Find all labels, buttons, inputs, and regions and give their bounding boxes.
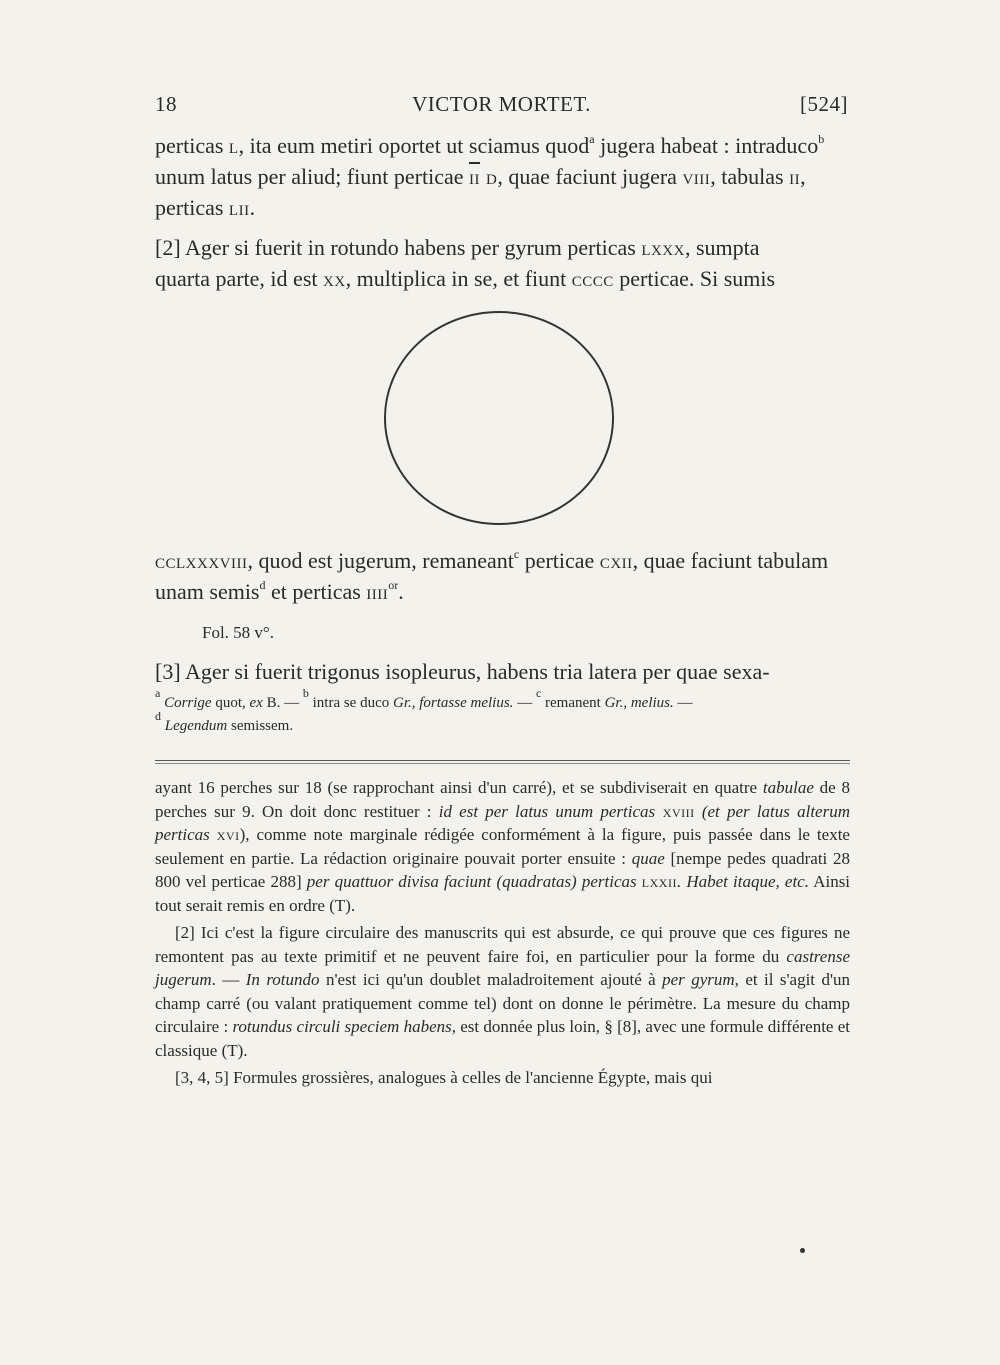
text-run: ensuite : (567, 848, 632, 868)
text-line (155, 263, 850, 294)
circle-outline (385, 312, 613, 524)
text-run: puis passée dans le texte seulement en partie. La rédaction originaire pouvait porter (155, 825, 850, 868)
text-run: semissem. (227, 718, 294, 734)
text-run: castrense jugerum (155, 946, 850, 989)
text-run: ayant 16 perches sur 18 (se rapprochant ainsi d'un carré), et se subdiviserait en quatre (155, 778, 758, 797)
roman-numeral: $\overline{ii}$ (469, 164, 481, 189)
text-run: , quod est jugerum, remaneant (247, 548, 514, 573)
text-run: Corrige (164, 695, 212, 711)
text-run: quot, (211, 695, 250, 711)
roman-numeral: xx (323, 266, 346, 291)
text-run: unum latus per aliud; fiunt perticae (155, 164, 470, 189)
running-title: VICTOR MORTET. (412, 92, 591, 116)
text-line (155, 576, 850, 607)
text-run: , et il s'agit d'un champ carré (ou valant pratiquement comme tel) (155, 970, 851, 1013)
latin-paragraph-3 (155, 545, 850, 607)
text-run: intra se duco (308, 695, 393, 711)
footnotes (155, 686, 850, 738)
text-run: , sumpta (684, 235, 760, 260)
roman-numeral: iiii (366, 579, 389, 604)
text-run: perticae (519, 548, 600, 573)
text-run: ces figures ne remontent pas au texte primitif et ne peuvent faire foi, en particulier (155, 923, 850, 966)
text-run: id est per latus unum perticas (438, 801, 656, 821)
ink-speck (800, 1248, 805, 1253)
text-run: , quae faciunt jugera (497, 164, 683, 189)
roman-numeral: d (480, 164, 498, 189)
text-run: . Habet itaque, etc. (676, 872, 809, 891)
text-run: , tabulas (710, 164, 790, 189)
text-run: quae (631, 848, 665, 868)
text-run: (et per latus alterum perticas (155, 801, 850, 844)
folio-marker: Fol. 58 v°. (202, 623, 274, 642)
text-line (155, 161, 850, 192)
roman-numeral: cclxxxviii (155, 548, 248, 573)
text-run: rotundus circuli speciem (232, 1017, 400, 1036)
roman-numeral: lii (228, 195, 250, 220)
text-run: ajouté à (600, 970, 663, 989)
text-run: , multiplica in se, et fiunt (345, 266, 572, 291)
footnote-mark: b (302, 686, 309, 700)
text-run: [3, 4, 5] Formules grossières, analogues à celles de l'ancienne Égypte, mais qui (175, 1068, 713, 1087)
text-run: n'est ici qu'un doublet maladroitement (319, 970, 594, 989)
roman-numeral: lxxii (641, 872, 677, 891)
text-line (155, 130, 850, 161)
commentary-paragraph-1 (155, 776, 850, 917)
text-run: , quae faciunt tabulam (632, 548, 829, 573)
text-run: Legendum (164, 718, 228, 734)
text-line (155, 192, 850, 223)
text-run: quarta parte, id est (155, 266, 323, 291)
footnote-mark: c (535, 686, 542, 700)
text-run: [2] Ici c'est la figure circulaire des manuscrits qui est absurde, ce qui prouve que (175, 923, 747, 942)
latin-paragraph-2 (155, 232, 850, 294)
text-run: unam semis (155, 579, 260, 604)
french-commentary (155, 776, 850, 1094)
divider-rule (155, 760, 850, 761)
text-run: In rotundo (245, 970, 320, 989)
footnote-ref: c (513, 547, 520, 561)
text-run: perticas (155, 195, 229, 220)
text-run: — (673, 695, 693, 711)
text-run: habens (403, 1017, 452, 1036)
text-run: Gr., fortasse melius. (393, 695, 514, 711)
text-line (155, 232, 850, 263)
roman-numeral: cccc (571, 266, 614, 291)
commentary-paragraph-2 (155, 921, 850, 1062)
roman-numeral: ii (789, 164, 801, 189)
bracket-page-number: [524] (800, 92, 848, 116)
text-run: , (800, 164, 806, 189)
footnote-line (155, 709, 850, 738)
text-run: Gr., melius. (604, 695, 674, 711)
superscript: or (388, 578, 399, 592)
text-line (155, 545, 850, 576)
text-run: [nempe pedes quadrati 28 800 vel perticae 288] (155, 848, 850, 891)
page-number: 18 (155, 92, 177, 116)
text-run: dont on donne le périmètre. La mesure du champ circulaire : (155, 993, 851, 1036)
text-run: de 8 perches sur 9. On doit donc restituer : (155, 778, 851, 821)
text-run: remanent (541, 695, 605, 711)
text-run: — (513, 695, 536, 711)
footnote-line (155, 686, 850, 715)
text-run: Ainsi tout serait remis en ordre (T). (155, 872, 851, 915)
footnote-ref: a (589, 132, 595, 146)
text-run: (quadratas) perticas (496, 872, 642, 891)
text-run: [2] Ager si fuerit in rotundo habens per gyrum perticas (155, 235, 642, 260)
text-run: per quattuor divisa faciunt (306, 872, 492, 891)
divider-rule (155, 763, 850, 764)
roman-numeral: xviii (655, 801, 695, 821)
footnote-ref: b (818, 132, 825, 146)
text-run: , ita eum metiri oportet ut sciamus quod (238, 133, 590, 158)
roman-numeral: l (228, 133, 239, 158)
circle-figure-svg (381, 308, 617, 528)
text-run: tabulae (762, 778, 814, 797)
text-run: jugera habeat : intraduco (594, 133, 819, 158)
text-run: , est donnée plus loin, § [8], avec une formule différente et classique (T). (155, 1017, 851, 1060)
text-run: . — (211, 970, 246, 989)
text-run: ex (249, 695, 263, 711)
latin-paragraph-1 (155, 130, 850, 223)
latin-paragraph-4 (155, 656, 850, 687)
text-run: . (398, 579, 404, 604)
roman-numeral: cxii (599, 548, 633, 573)
text-run: et perticas (265, 579, 367, 604)
roman-numeral: xvi (216, 825, 240, 844)
running-header (155, 92, 848, 126)
text-run: ), comme note marginale rédigée conformément à la figure, (239, 825, 666, 844)
footnote-mark: d (155, 709, 161, 723)
text-run: B. — (262, 695, 303, 711)
text-run: pour la forme du (656, 946, 787, 966)
footnote-mark: a (155, 686, 161, 700)
text-line: [3] Ager si fuerit trigonus isopleurus, habens tria latera per quae sexa- (155, 659, 770, 684)
text-run: per gyrum (662, 970, 735, 989)
commentary-paragraph-3 (155, 1066, 850, 1090)
footnote-ref: d (259, 578, 266, 592)
text-run: . (249, 195, 256, 220)
text-run: perticas (155, 133, 229, 158)
roman-numeral: lxxx (641, 235, 685, 260)
text-run: perticae. Si sumis (613, 266, 776, 291)
roman-numeral: viii (682, 164, 711, 189)
circle-figure (381, 308, 617, 528)
